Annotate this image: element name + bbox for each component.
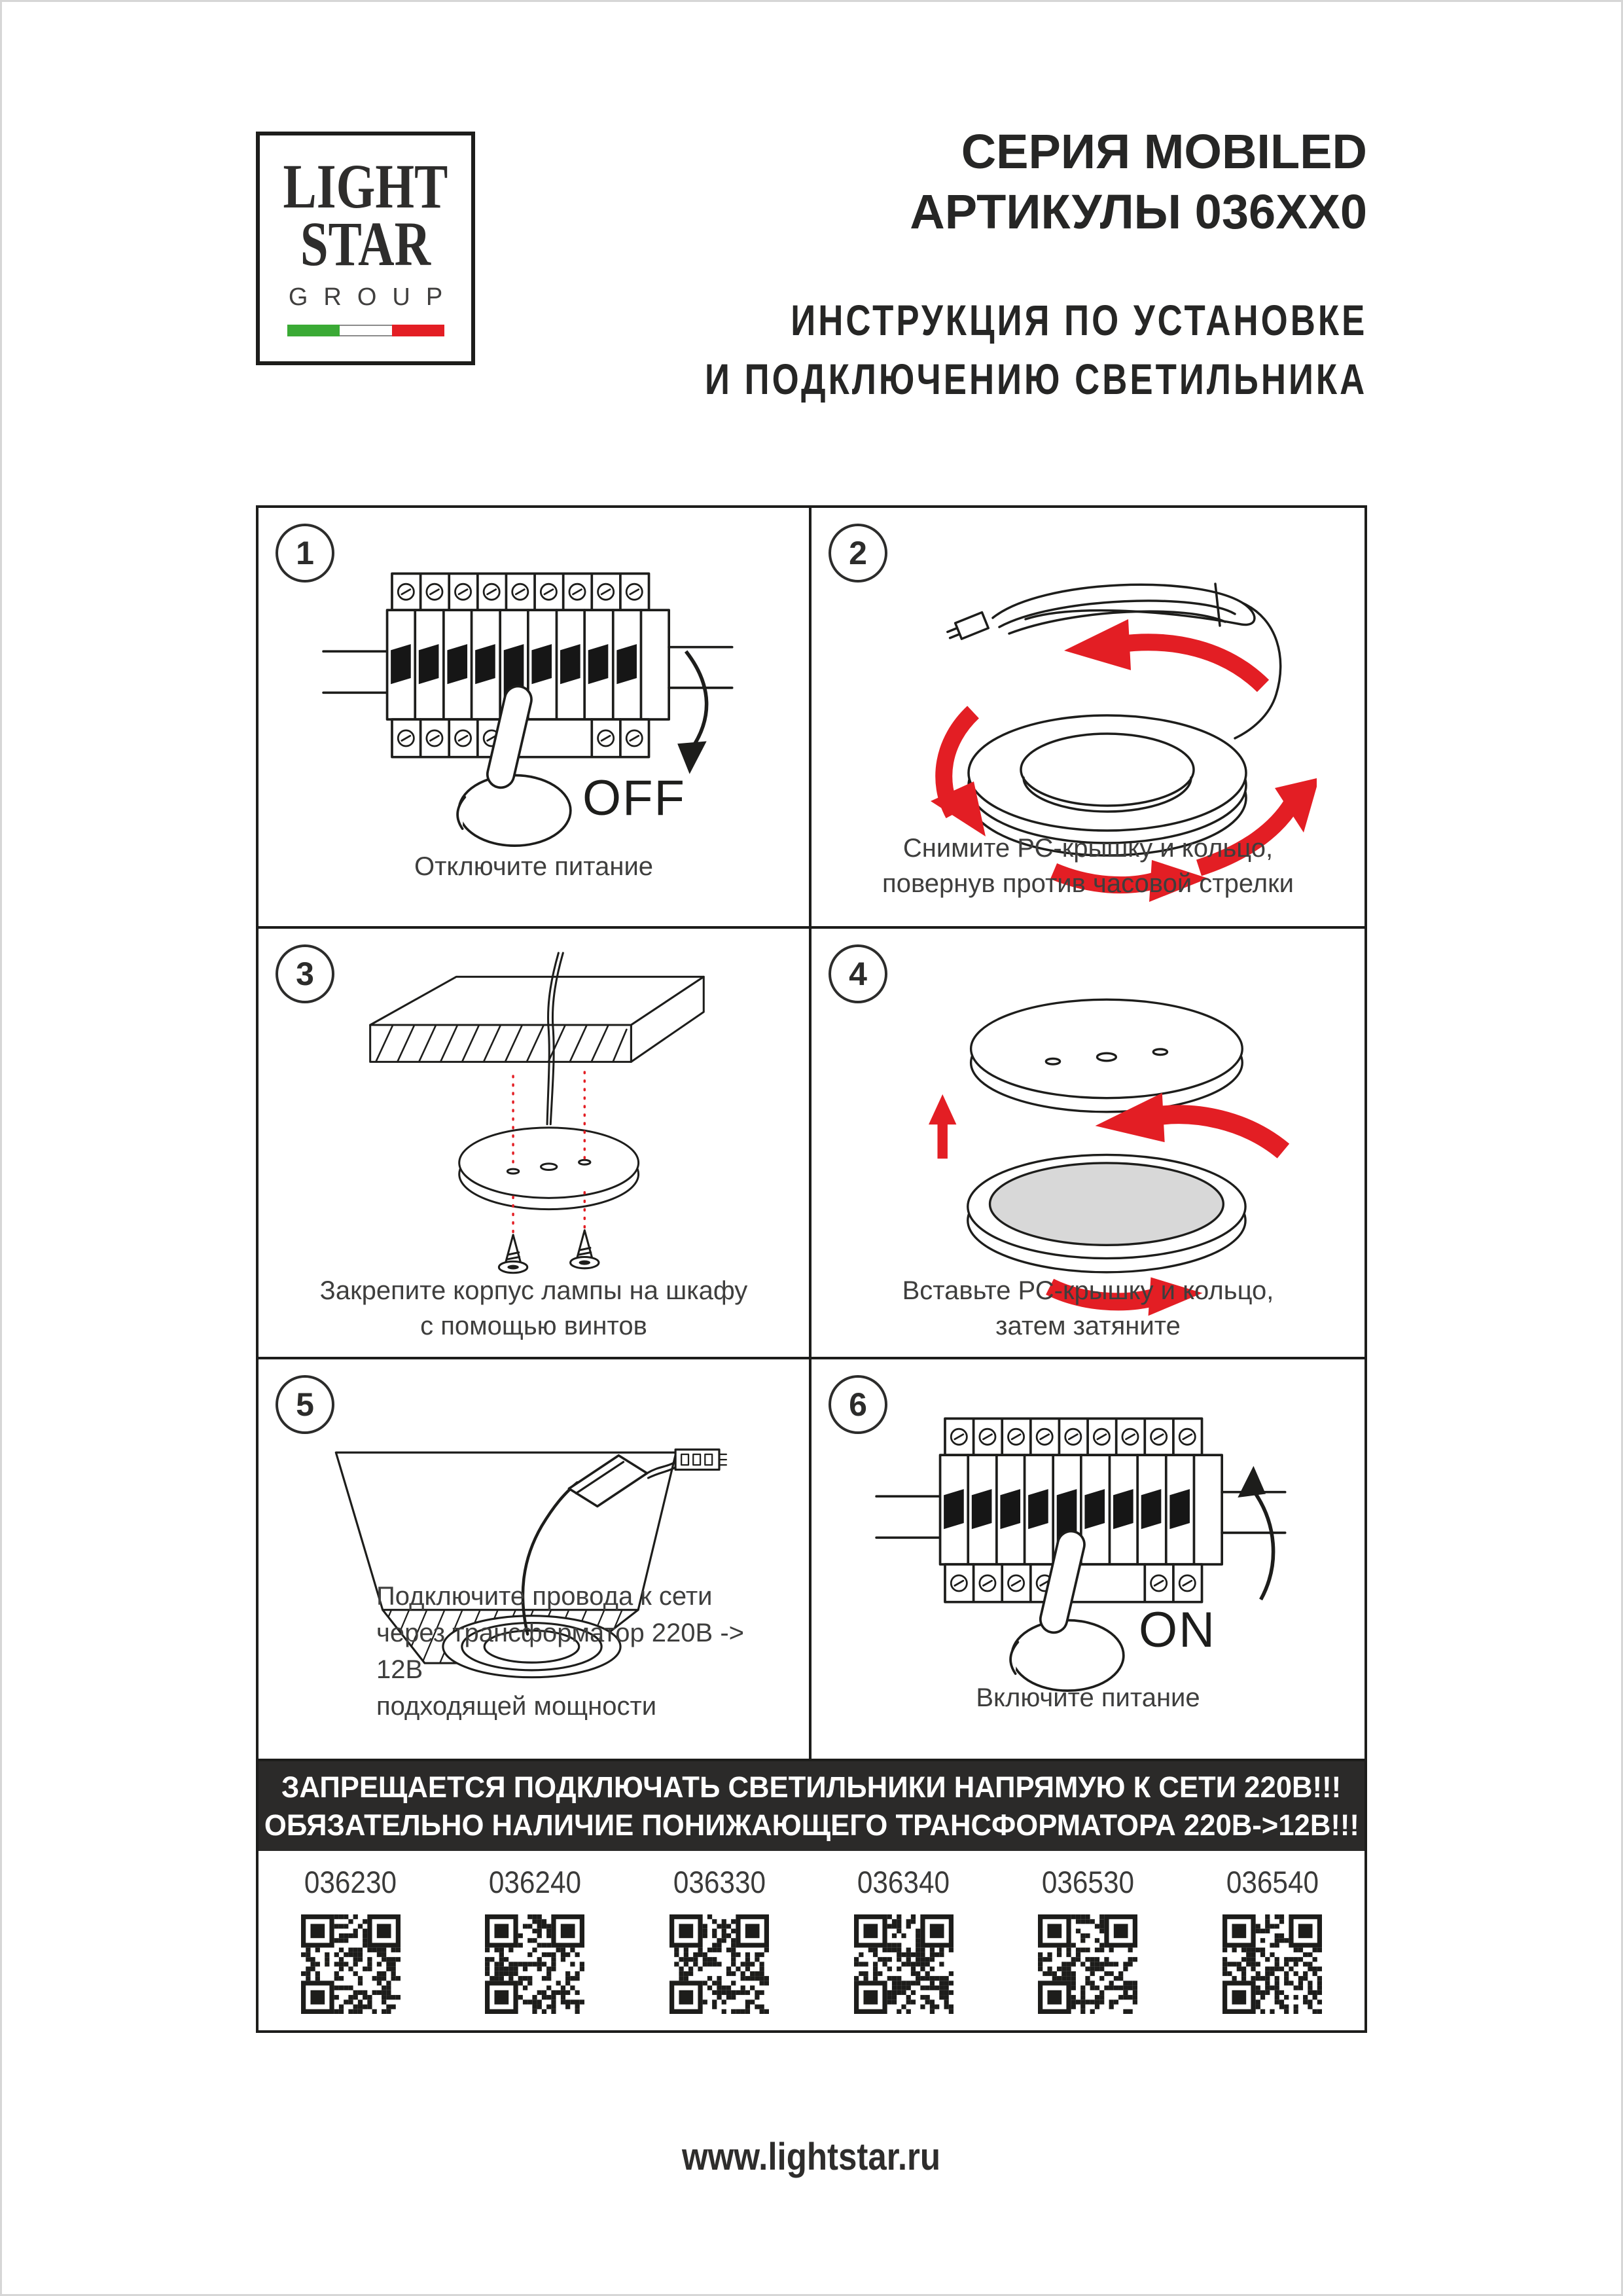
series-title: СЕРИЯ MOBILED (961, 124, 1367, 179)
article-code: 036330 (673, 1865, 766, 1899)
caption-line: Снимите РС-крышку и кольцо, (902, 834, 1274, 863)
qr-code (1038, 1914, 1137, 2014)
step-number: 4 (849, 956, 867, 992)
header-text-block (539, 122, 1367, 408)
insert-cover-ring-illustration (859, 968, 1317, 1321)
step-caption (812, 1680, 1364, 1715)
caption-line: Закрепите корпус лампы на шкафу (319, 1276, 748, 1305)
warning-line2: ОБЯЗАТЕЛЬНО НАЛИЧИЕ ПОНИЖАЮЩЕГО ТРАНСФОРМАТОРА 220В->12В!!! (264, 1808, 1359, 1842)
on-label: ON (1139, 1602, 1216, 1658)
step-caption (376, 1578, 783, 1725)
qr-code (485, 1914, 584, 2014)
logo-word-star: STAR (300, 209, 431, 279)
off-label: OFF (582, 770, 686, 826)
qr-code (669, 1914, 769, 2014)
instruction-title (539, 291, 1367, 408)
breaker-on-illustration (867, 1405, 1293, 1709)
article-code: 036230 (304, 1865, 397, 1899)
qr-code (854, 1914, 954, 2014)
step-number: 2 (849, 535, 867, 571)
step-number: 3 (296, 956, 314, 992)
logo-word-light: LIGHT (283, 151, 448, 221)
caption-line: с помощью винтов (420, 1312, 647, 1340)
footer-url: www.lightstar.ru (682, 2136, 941, 2178)
step-cell-5 (259, 1359, 812, 1761)
step-caption (259, 849, 809, 884)
italian-flag-bar (287, 325, 444, 336)
caption-line: Вставьте РС-крышку и кольцо, (902, 1276, 1274, 1305)
flag-green-segment (287, 325, 340, 336)
caption-line: Включите питание (976, 1683, 1200, 1712)
article-column (1009, 1864, 1166, 2014)
article-column (825, 1864, 982, 2014)
caption-line: повернув против часовой стрелки (882, 869, 1294, 898)
step-cell-3 (259, 929, 812, 1359)
warning-banner (259, 1761, 1364, 1851)
article-code: 036540 (1226, 1865, 1319, 1899)
mount-body-screws-illustration (306, 948, 764, 1289)
article-code: 036340 (857, 1865, 950, 1899)
warning-line1: ЗАПРЕЩАЕТСЯ ПОДКЛЮЧАТЬ СВЕТИЛЬНИКИ НАПРЯМУЮ К СЕТИ 220В!!! (281, 1770, 1342, 1804)
flag-red-segment (392, 325, 444, 336)
step-caption (812, 1273, 1364, 1344)
instruction-title-line2: И ПОДКЛЮЧЕНИЮ СВЕТИЛЬНИКА (704, 355, 1367, 403)
logo-word-group: GROUP (288, 283, 459, 311)
step-number: 6 (849, 1386, 867, 1423)
step-cell-2 (812, 508, 1364, 929)
flag-white-segment (340, 325, 392, 336)
step-cell-6 (812, 1359, 1364, 1761)
article-column (1194, 1864, 1351, 2014)
article-column (456, 1864, 613, 2014)
lightstar-logo (256, 132, 475, 365)
article-code: 036240 (488, 1865, 582, 1899)
caption-line: затем затяните (995, 1312, 1181, 1340)
article-code: 036530 (1041, 1865, 1135, 1899)
article-column (272, 1864, 429, 2014)
instruction-title-line1: ИНСТРУКЦИЯ ПО УСТАНОВКЕ (790, 296, 1367, 344)
articles-row (259, 1851, 1364, 2030)
caption-line: Подключите провода к сети (376, 1582, 713, 1611)
qr-code (1222, 1914, 1322, 2014)
qr-code (301, 1914, 401, 2014)
article-column (641, 1864, 798, 2014)
caption-line: Отключите питание (414, 852, 654, 881)
step-cell-4 (812, 929, 1364, 1359)
step-number: 1 (296, 535, 314, 571)
steps-grid (256, 505, 1367, 2033)
step-cell-1 (259, 508, 812, 929)
caption-line: через трансформатор 220В -> 12В (376, 1619, 745, 1684)
caption-line: подходящей мощности (376, 1692, 657, 1721)
step-number: 5 (296, 1386, 314, 1423)
step-caption (812, 831, 1364, 901)
articles-title: АРТИКУЛЫ 036ХХ0 (910, 185, 1367, 239)
step-caption (259, 1273, 809, 1344)
